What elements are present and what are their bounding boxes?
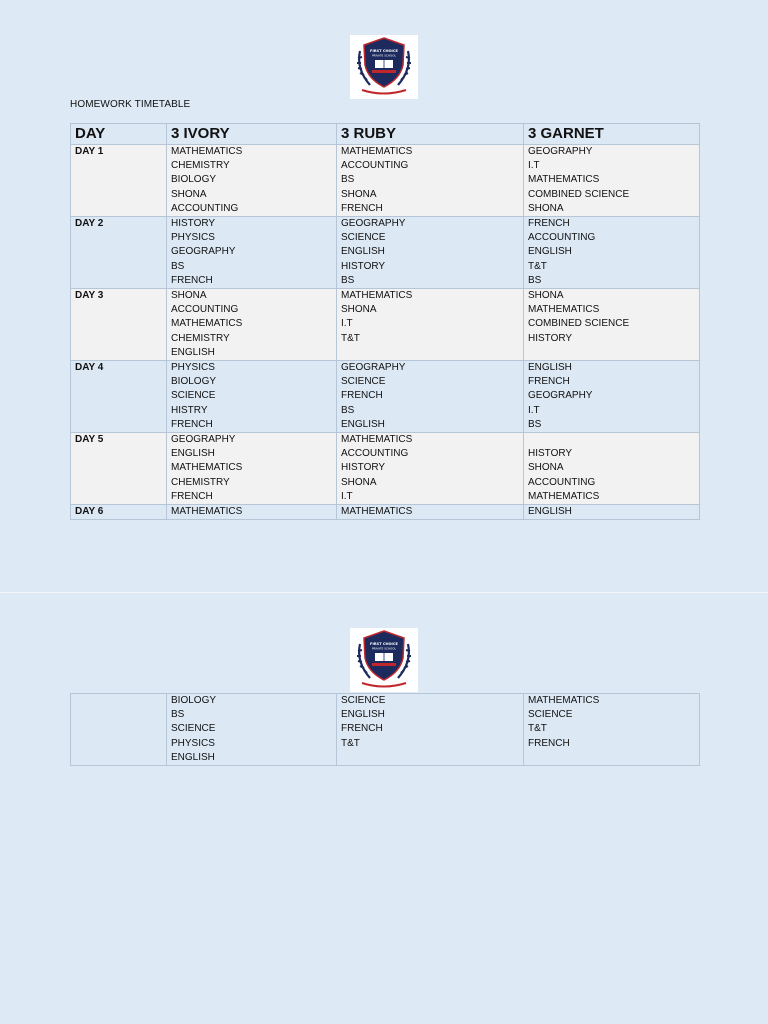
subject-item: SHONA	[171, 188, 207, 200]
subject-item: SHONA	[341, 304, 377, 316]
subject-item: GEOGRAPHY	[171, 434, 236, 446]
table-row	[71, 694, 700, 766]
subject-item: SHONA	[341, 188, 377, 200]
subject-item: HISTRY	[171, 404, 208, 416]
day-cell: DAY 5	[71, 433, 167, 505]
subject-item: FRENCH	[341, 202, 383, 214]
class-3-ruby-cell	[337, 361, 524, 433]
homework-timetable	[70, 123, 700, 520]
svg-text:PRIVATE SCHOOL: PRIVATE SCHOOL	[371, 53, 397, 58]
class-3-ivory-cell	[167, 505, 337, 520]
subject-item: PHYSICS	[171, 362, 215, 374]
subject-item: I.T	[341, 490, 353, 502]
subject-item: ENGLISH	[528, 506, 572, 518]
subject-item: BS	[341, 174, 355, 186]
subject-item: SHONA	[528, 290, 564, 302]
subject-item: FRENCH	[528, 376, 570, 388]
class-3-ivory-cell	[167, 361, 337, 433]
header-3-garnet: 3 GARNET	[524, 124, 700, 145]
subject-item: T&T	[528, 260, 547, 272]
subject-item: MATHEMATICS	[171, 506, 243, 518]
subject-item: I.T	[528, 404, 540, 416]
subject-item: FRENCH	[528, 737, 570, 749]
subject-item: MATHEMATICS	[171, 318, 243, 330]
header-3-ivory: 3 IVORY	[167, 124, 337, 145]
table-row	[71, 289, 700, 361]
subject-item: CHEMISTRY	[171, 332, 230, 344]
subject-item: HISTORY	[341, 462, 386, 474]
subject-item: COMBINED SCIENCE	[528, 188, 630, 200]
subject-item: PHYSICS	[171, 232, 215, 244]
day-cell: DAY 2	[71, 217, 167, 289]
subject-item: GEOGRAPHY	[171, 246, 236, 258]
subject-item: ENGLISH	[528, 246, 572, 258]
subject-item: ACCOUNTING	[341, 448, 409, 460]
subject-item: BS	[341, 404, 355, 416]
header-row	[71, 124, 700, 145]
subject-item: GEOGRAPHY	[528, 390, 593, 402]
subject-item: PHYSICS	[171, 737, 215, 749]
subject-item: MATHEMATICS	[171, 146, 243, 157]
subject-item: ENGLISH	[341, 246, 385, 258]
subject-item: BS	[528, 418, 542, 430]
subject-item: MATHEMATICS	[341, 434, 413, 446]
subject-item: SCIENCE	[171, 390, 216, 402]
svg-text:FIRST CHOICE: FIRST CHOICE	[370, 642, 398, 646]
class-3-ruby-cell	[337, 505, 524, 520]
subject-item: T&T	[341, 332, 360, 344]
svg-text:PRIVATE SCHOOL: PRIVATE SCHOOL	[371, 646, 397, 651]
subject-item: ENGLISH	[341, 709, 385, 721]
subject-item: MATHEMATICS	[341, 146, 413, 157]
table-row	[71, 433, 700, 505]
subject-item: T&T	[341, 737, 360, 749]
subject-item: FRENCH	[171, 418, 213, 430]
day-cell: DAY 1	[71, 145, 167, 217]
class-3-ruby-cell	[337, 289, 524, 361]
subject-item: MATHEMATICS	[341, 290, 413, 302]
subject-item: CHEMISTRY	[171, 160, 230, 172]
class-3-garnet-cell	[524, 505, 700, 520]
class-3-ivory-cell	[167, 289, 337, 361]
subject-item	[528, 433, 695, 447]
day-cell	[71, 694, 167, 766]
class-3-garnet-cell	[524, 361, 700, 433]
subject-item: FRENCH	[171, 274, 213, 286]
header-day: DAY	[71, 124, 167, 145]
subject-item: ACCOUNTING	[528, 476, 596, 488]
subject-item: BS	[171, 709, 185, 721]
subject-item: GEOGRAPHY	[528, 146, 593, 157]
subject-item: MATHEMATICS	[528, 490, 600, 502]
subject-item: SCIENCE	[341, 376, 386, 388]
table-row	[71, 217, 700, 289]
class-3-ruby-cell	[337, 145, 524, 217]
crest-icon	[350, 35, 418, 99]
subject-item: FRENCH	[171, 490, 213, 502]
subject-item: GEOGRAPHY	[341, 218, 406, 230]
subject-item: HISTORY	[171, 218, 216, 230]
subject-item: FRENCH	[341, 390, 383, 402]
document-title: HOMEWORK TIMETABLE	[70, 99, 191, 110]
class-3-ruby-cell	[337, 217, 524, 289]
subject-item: ENGLISH	[341, 418, 385, 430]
subject-item: SCIENCE	[341, 695, 386, 706]
subject-item: GEOGRAPHY	[341, 362, 406, 374]
subject-item: SHONA	[341, 476, 377, 488]
subject-item: SCIENCE	[171, 723, 216, 735]
class-3-garnet-cell	[524, 145, 700, 217]
subject-item: BIOLOGY	[171, 376, 217, 388]
subject-item: BS	[171, 260, 185, 272]
class-3-ivory-cell	[167, 217, 337, 289]
subject-item: CHEMISTRY	[171, 476, 230, 488]
subject-item: BIOLOGY	[171, 174, 217, 186]
subject-item: COMBINED SCIENCE	[528, 318, 630, 330]
subject-item: MATHEMATICS	[528, 304, 600, 316]
subject-item: SCIENCE	[528, 709, 573, 721]
subject-item: HISTORY	[341, 260, 386, 272]
subject-item: ENGLISH	[171, 346, 215, 358]
subject-item: MATHEMATICS	[528, 695, 600, 706]
header-3-ruby: 3 RUBY	[337, 124, 524, 145]
svg-text:FIRST CHOICE: FIRST CHOICE	[370, 49, 398, 53]
table-row	[71, 361, 700, 433]
subject-item: MATHEMATICS	[528, 174, 600, 186]
subject-item: FRENCH	[341, 723, 383, 735]
timetable-body-continued	[71, 694, 700, 766]
class-3-garnet-cell	[524, 433, 700, 505]
subject-item: FRENCH	[528, 218, 570, 230]
subject-item: ACCOUNTING	[528, 232, 596, 244]
homework-timetable-continued	[70, 693, 700, 766]
class-3-ivory-cell	[167, 433, 337, 505]
subject-item: SCIENCE	[341, 232, 386, 244]
day-cell: DAY 4	[71, 361, 167, 433]
subject-item: SHONA	[528, 202, 564, 214]
class-3-ivory-cell	[167, 694, 337, 766]
school-crest-logo	[350, 628, 418, 692]
subject-item: SHONA	[171, 290, 207, 302]
subject-item: I.T	[341, 318, 353, 330]
class-3-garnet-cell	[524, 217, 700, 289]
subject-item: SHONA	[528, 462, 564, 474]
class-3-garnet-cell	[524, 694, 700, 766]
class-3-ruby-cell	[337, 433, 524, 505]
subject-item: HISTORY	[528, 448, 573, 460]
subject-item: ACCOUNTING	[171, 304, 239, 316]
day-cell: DAY 3	[71, 289, 167, 361]
class-3-ivory-cell	[167, 145, 337, 217]
day-cell: DAY 6	[71, 505, 167, 520]
class-3-garnet-cell	[524, 289, 700, 361]
school-crest-logo	[350, 35, 418, 99]
subject-item: ENGLISH	[528, 362, 572, 374]
subject-item: BIOLOGY	[171, 695, 217, 706]
subject-item: BS	[341, 274, 355, 286]
subject-item: MATHEMATICS	[341, 506, 413, 518]
subject-item: BS	[528, 274, 542, 286]
subject-item: HISTORY	[528, 332, 573, 344]
document-page-2	[0, 593, 768, 1024]
subject-item: ENGLISH	[171, 751, 215, 763]
crest-icon	[350, 628, 418, 692]
subject-item: MATHEMATICS	[171, 462, 243, 474]
table-row	[71, 145, 700, 217]
class-3-ruby-cell	[337, 694, 524, 766]
subject-item: ACCOUNTING	[341, 160, 409, 172]
timetable-body	[71, 145, 700, 520]
subject-item: I.T	[528, 160, 540, 172]
subject-item: ACCOUNTING	[171, 202, 239, 214]
subject-item: T&T	[528, 723, 547, 735]
subject-item: ENGLISH	[171, 448, 215, 460]
table-row	[71, 505, 700, 520]
